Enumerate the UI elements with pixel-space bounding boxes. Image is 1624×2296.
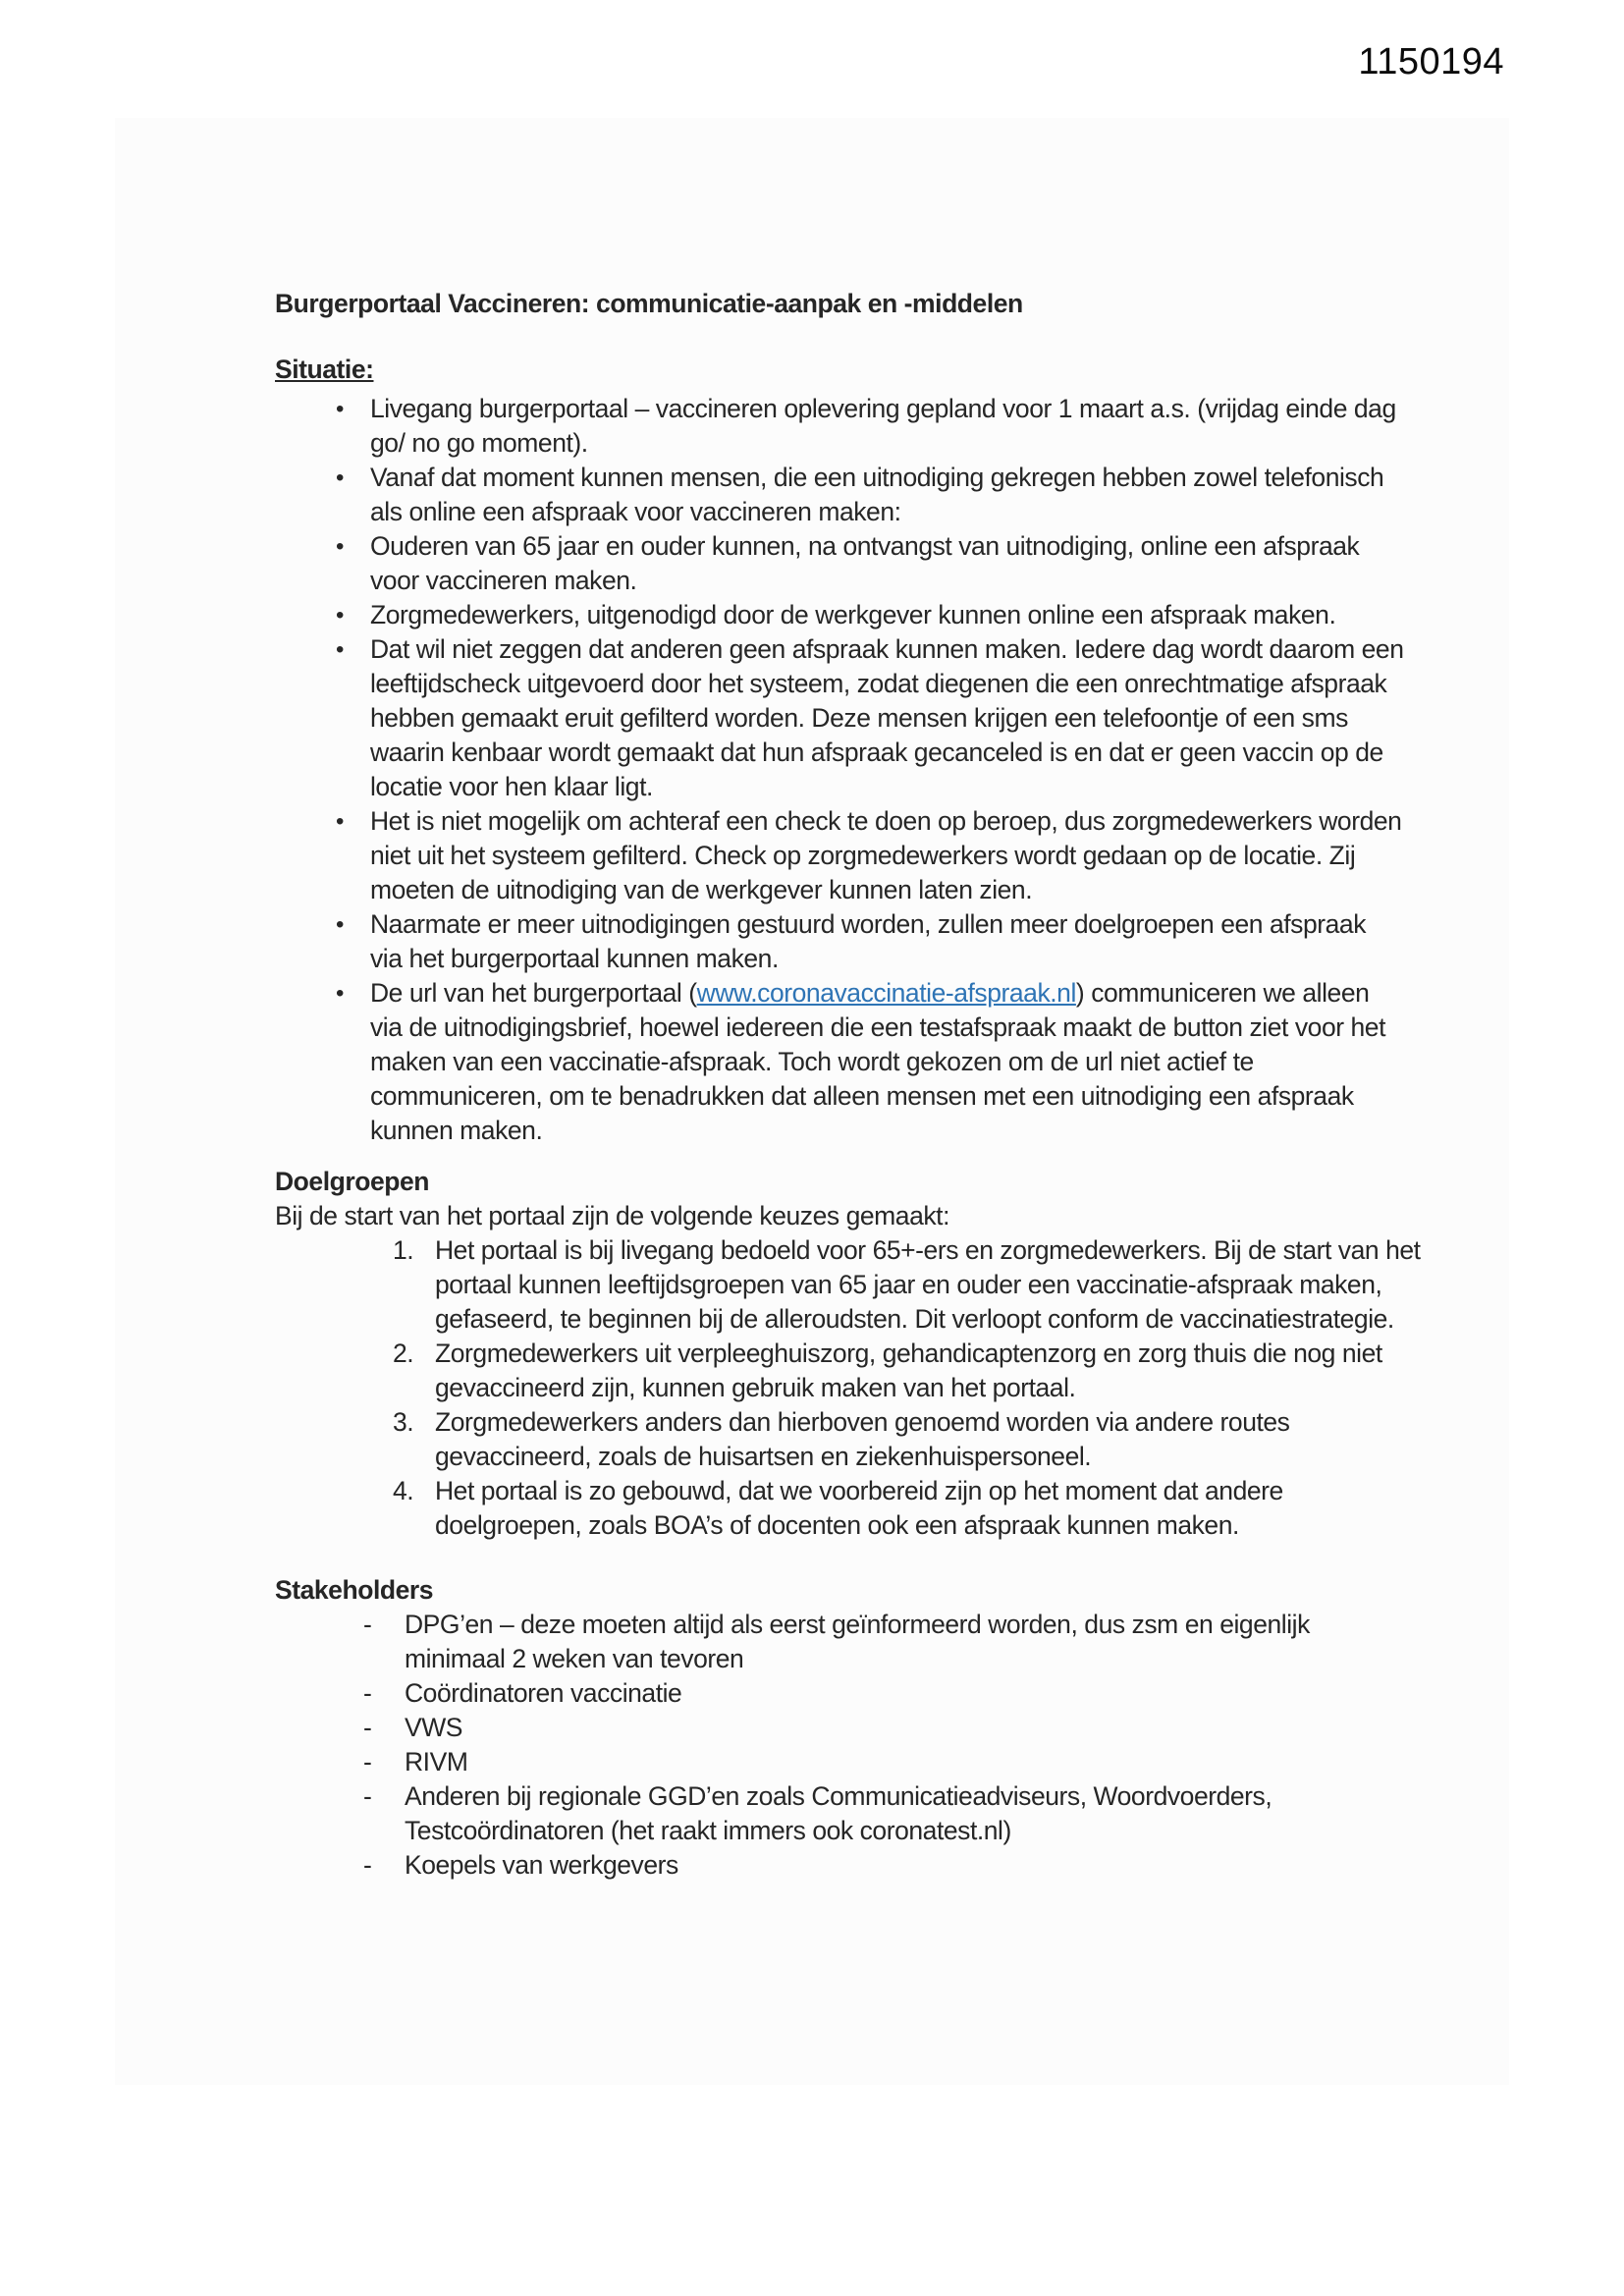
text-line: Naarmate er meer uitnodigingen gestuurd worden, zullen meer doelgroepen een afspraak bbox=[370, 909, 1367, 939]
bullet-icon: • bbox=[336, 980, 344, 1007]
document-title: Burgerportaal Vaccineren: communicatie-aanpak en -middelen bbox=[275, 289, 1023, 318]
text-line: Vanaf dat moment kunnen mensen, die een uitnodiging gekregen hebben zowel telefonisch bbox=[370, 463, 1384, 492]
text-line: kunnen maken. bbox=[370, 1116, 543, 1145]
bullet-icon: • bbox=[336, 911, 344, 938]
list-item bbox=[275, 1608, 1414, 1676]
link-suffix-text: ) communiceren we alleen bbox=[1075, 978, 1370, 1008]
text-line: via de uitnodigingsbrief, hoewel iedereen die een testafspraak maakt de button ziet voor het bbox=[370, 1012, 1386, 1042]
dash-icon: - bbox=[363, 1713, 372, 1742]
text-line: gevaccineerd zijn, kunnen gebruik maken van het portaal. bbox=[435, 1373, 1076, 1402]
text-line: go/ no go moment). bbox=[370, 428, 588, 458]
doelgroepen-heading: Doelgroepen bbox=[275, 1167, 430, 1196]
list-item bbox=[275, 1337, 1414, 1405]
text-line: Het is niet mogelijk om achteraf een check te doen op beroep, dus zorgmedewerkers worden bbox=[370, 806, 1402, 836]
list-item bbox=[275, 976, 1414, 1148]
list-item bbox=[275, 529, 1414, 598]
list-item bbox=[275, 461, 1414, 529]
text-line: DPG’en – deze moeten altijd als eerst geïnformeerd worden, dus zsm en eigenlijk bbox=[405, 1610, 1310, 1639]
dash-icon: - bbox=[363, 1850, 372, 1880]
list-item bbox=[275, 392, 1414, 461]
stakeholders-list bbox=[275, 1608, 1414, 1883]
link-prefix-text: De url van het burgerportaal ( bbox=[370, 978, 697, 1008]
bullet-icon: • bbox=[336, 396, 344, 422]
text-line: Anderen bij regionale GGD’en zoals Communicatieadviseurs, Woordvoerders, bbox=[405, 1781, 1272, 1811]
item-number: 1. bbox=[393, 1235, 414, 1265]
text-line: hebben gemaakt eruit gefilterd worden. Deze mensen krijgen een telefoontje of een sms bbox=[370, 703, 1348, 733]
doelgroepen-list bbox=[275, 1233, 1421, 1543]
text-line: Livegang burgerportaal – vaccineren oplevering gepland voor 1 maart a.s. (vrijdag einde dag bbox=[370, 394, 1396, 423]
item-number: 4. bbox=[393, 1476, 414, 1505]
bullet-icon: • bbox=[336, 602, 344, 629]
text-line: communiceren, om te benadrukken dat alleen mensen met een uitnodiging een afspraak bbox=[370, 1081, 1354, 1111]
text-line: voor vaccineren maken. bbox=[370, 566, 637, 595]
text-line: RIVM bbox=[405, 1747, 468, 1777]
list-item bbox=[275, 598, 1414, 632]
bullet-icon: • bbox=[336, 808, 344, 835]
dash-icon: - bbox=[363, 1781, 372, 1811]
text-line: doelgroepen, zoals BOA’s of docenten ook een afspraak kunnen maken. bbox=[435, 1510, 1239, 1540]
bullet-icon: • bbox=[336, 533, 344, 560]
text-line: Testcoördinatoren (het raakt immers ook coronatest.nl) bbox=[405, 1816, 1011, 1845]
text-line: portaal kunnen leeftijdsgroepen van 65 jaar en ouder een vaccinatie-afspraak maken, bbox=[435, 1270, 1382, 1299]
list-item bbox=[275, 1779, 1414, 1848]
doelgroepen-intro: Bij de start van het portaal zijn de volgende keuzes gemaakt: bbox=[275, 1201, 950, 1230]
bullet-icon: • bbox=[336, 465, 344, 491]
text-line: niet uit het systeem gefilterd. Check op zorgmedewerkers wordt gedaan op de locatie. Zij bbox=[370, 841, 1356, 870]
stakeholders-heading: Stakeholders bbox=[275, 1575, 434, 1605]
portal-link[interactable]: www.coronavaccinatie-afspraak.nl bbox=[696, 978, 1076, 1008]
text-line: Ouderen van 65 jaar en ouder kunnen, na ontvangst van uitnodiging, online een afspraak bbox=[370, 531, 1360, 561]
list-item bbox=[275, 1233, 1421, 1337]
list-item bbox=[275, 632, 1414, 804]
text-line: Coördinatoren vaccinatie bbox=[405, 1678, 682, 1708]
text-line: waarin kenbaar wordt gemaakt dat hun afspraak gecanceled is en dat er geen vaccin op de bbox=[370, 738, 1383, 767]
text-line: Koepels van werkgevers bbox=[405, 1850, 678, 1880]
text-line: gevaccineerd, zoals de huisartsen en ziekenhuispersoneel. bbox=[435, 1442, 1092, 1471]
situatie-list bbox=[275, 392, 1414, 1148]
text-line: minimaal 2 weken van tevoren bbox=[405, 1644, 744, 1673]
text-line: gefaseerd, te beginnen bij de alleroudsten. Dit verloopt conform de vaccinatiestrategie. bbox=[435, 1304, 1394, 1334]
list-item bbox=[275, 907, 1414, 976]
text-line: Het portaal is zo gebouwd, dat we voorbereid zijn op het moment dat andere bbox=[435, 1476, 1283, 1505]
dash-icon: - bbox=[363, 1747, 372, 1777]
list-item bbox=[275, 1405, 1414, 1474]
text-line: via het burgerportaal kunnen maken. bbox=[370, 944, 779, 973]
situatie-heading: Situatie: bbox=[275, 355, 374, 384]
text-line: VWS bbox=[405, 1713, 463, 1742]
list-item bbox=[275, 1711, 1414, 1745]
text-line: leeftijdscheck uitgevoerd door het systeem, zodat diegenen die een onrechtmatige afspraak bbox=[370, 669, 1387, 698]
text-line: Zorgmedewerkers, uitgenodigd door de werkgever kunnen online een afspraak maken. bbox=[370, 600, 1336, 629]
dash-icon: - bbox=[363, 1678, 372, 1708]
text-line: Het portaal is bij livegang bedoeld voor 65+-ers en zorgmedewerkers. Bij de start van het bbox=[435, 1235, 1421, 1265]
bullet-icon: • bbox=[336, 636, 344, 663]
list-item bbox=[275, 1848, 1414, 1883]
item-number: 3. bbox=[393, 1407, 414, 1437]
page-number: 1150194 bbox=[1358, 41, 1504, 82]
document-content bbox=[275, 287, 1421, 1883]
text-line: Dat wil niet zeggen dat anderen geen afspraak kunnen maken. Iedere dag wordt daarom een bbox=[370, 634, 1404, 664]
text-line: als online een afspraak voor vaccineren maken: bbox=[370, 497, 901, 526]
text-line: Zorgmedewerkers uit verpleeghuiszorg, gehandicaptenzorg en zorg thuis die nog niet bbox=[435, 1339, 1382, 1368]
list-item bbox=[275, 1474, 1414, 1543]
list-item bbox=[275, 804, 1414, 907]
text-line-with-link bbox=[370, 976, 1414, 1011]
text-line: Zorgmedewerkers anders dan hierboven genoemd worden via andere routes bbox=[435, 1407, 1290, 1437]
text-line: maken van een vaccinatie-afspraak. Toch wordt gekozen om de url niet actief te bbox=[370, 1047, 1254, 1076]
dash-icon: - bbox=[363, 1610, 372, 1639]
list-item bbox=[275, 1676, 1414, 1711]
text-line: moeten de uitnodiging van de werkgever kunnen laten zien. bbox=[370, 875, 1033, 904]
list-item bbox=[275, 1745, 1414, 1779]
text-line: locatie voor hen klaar ligt. bbox=[370, 772, 653, 801]
item-number: 2. bbox=[393, 1339, 414, 1368]
